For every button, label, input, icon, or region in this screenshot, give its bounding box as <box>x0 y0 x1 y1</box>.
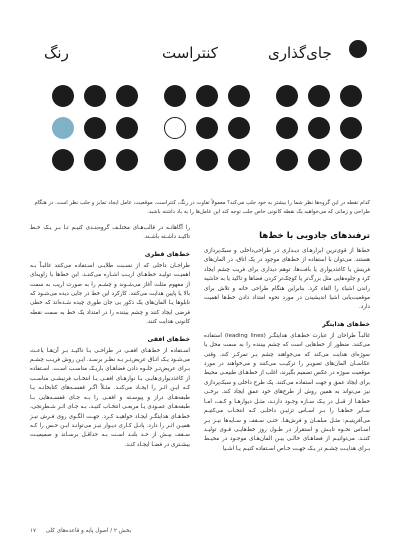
grid-dot <box>340 85 362 107</box>
figure-title-placement: جای‌گذاری <box>268 44 332 62</box>
highlighted-blue-dot <box>52 117 74 139</box>
page-number: ۱۷ <box>30 528 37 534</box>
grid-dot <box>228 85 250 107</box>
grid-dot <box>196 149 218 171</box>
continuation-paragraph: را آگاهانـه در قالب‌هـای مختلـف گروه‌بنـدی کنیـم تـا بـر یـک خـط تاکیـد داشـته باشـند. <box>30 225 190 241</box>
figure-title-color: رنگ <box>44 44 69 62</box>
grid-dot <box>84 117 106 139</box>
grid-dot <box>308 85 330 107</box>
subheading-leading-lines: خط‌های هدایتگر <box>322 320 370 328</box>
color-dot-grid <box>52 85 138 171</box>
highlighted-hollow-dot <box>164 117 186 139</box>
grid-dot <box>84 149 106 171</box>
grid-dot <box>340 117 362 139</box>
left-column <box>30 224 190 450</box>
intro-paragraph: خط‌ها از قوی‌ترین ابزارهـای دیـداری در طراحی‌داخلی و سبک‌پردازی هستند. می‌توان با استفاده از خط‌های موجود در یک اتاق، در المان‌های فرینش یا کاغذدیواری یا بافت‌ها، توهم دیداری برای فریب چشم ایجاد کرد و جلوه‌هایی مثل بزرگ‌تر یا کوچک‌تر کردن فضاها و تاکید یا به حاشیه راندن اشیاء را القاء کرد. بنابراین هنگام طراحی خانه و تلاش برای موقعیت‌یابی اشیا اندیشیدن در مورد نحوه امتداد دادن خط‌ها اهمیت دارد. <box>204 248 370 311</box>
grid-dot <box>164 85 186 107</box>
subheading-horizontal-lines: خط‌های افقی <box>147 335 190 343</box>
grid-dot <box>340 149 362 171</box>
grid-dot <box>308 149 330 171</box>
placement-dot-grid <box>276 85 362 171</box>
page-footer <box>30 528 131 534</box>
placement-outlier-dot <box>349 40 367 58</box>
right-column <box>204 230 370 454</box>
grid-dot <box>228 117 250 139</box>
grid-dot <box>52 149 74 171</box>
grid-dot <box>116 117 138 139</box>
grid-dot <box>196 85 218 107</box>
figure-title-contrast: کنتراست <box>162 44 218 62</box>
grid-dot <box>276 85 298 107</box>
subheading-diagonal-lines: خط‌های قطری <box>144 250 190 258</box>
leading-lines-paragraph: غالبـاً طراحان از عبارت خط‌هـای هدایتگـر (leading lines) استفاده می‌کنند. منظور از خط‌هایی است که چشم بیننده را به سمت محل یا سوژه‌ای هدایت می‌کند که می‌خواهند چشم بـر تمرکـز کند. وقتی عکاسـان المان‌های تصویـر را ترکیـب می‌کنند و می‌خواهند در مورد موقعیت سوژه در عکس تصمیم بگیرند، اغلب از خط‌هـای طبیعـی محیط برای ایجاد عمق و جهت استفاده می‌کنند. یک طرح داخلی و سبک‌پردازی نیز می‌تواند به همین روش از طرح‌های خود عمق ایجاد کند. برخـی خط‌هـا از قبـل در یـک سـازه وجـود دارنـد، مثـل دیوارهـا و کـف، امـا سـایر خط‌هـا را بـر اسـاس تزئیـن داخلـی کـه انتخـاب می‌کنیـم می‌آفرینیـم: مثـل مبلمـان و فرش‌هـا. حتـی سـقف و سـایه‌ها نیـز بـر اسـاس نحـوه تابـش و استقرار در طـول روز خط‌هایـی قـوی تولیـد کننـد. می‌توانیـم از فضاهـای خالـی بیـن المان‌هـای موجـود در محیـط بـرای هدایـت چشـم در یـک جهـت خـاص اسـتفاده کنیـم یـا اشـیا <box>204 332 370 452</box>
diagonal-lines-paragraph: طراحـان داخلی که از نسـبت طلایـی اسـتفاده می‌کنند غالبـاً بـه اهمیـت تولیـد خط‌هـای اریـب اشـاره می‌کننـد. این خط‌ها با زاویه‌ای از مفهوم مثلث آغاز می‌شـوند و چشـم را به صورت اریب به سمت بالا یا پایین هدایت می‌کنند. کارکرد این خط در جایی دیده می‌شـود که تابلوها یـا المان‌های یک دکور بی جان طوری چیده شـده‌اند که خطی فرضی ایجاد کنند و چشم بیننده را در امتداد یک خط به سمت نقطه کانونی هدایت کنند. <box>30 262 190 326</box>
footer-section-title: بخش ۲ / اصول پایه و قاعده‌های کلی <box>45 528 132 534</box>
grid-dot <box>52 85 74 107</box>
grid-dot <box>84 85 106 107</box>
grid-dot <box>228 149 250 171</box>
grid-dot <box>276 149 298 171</box>
horizontal-lines-paragraph: اسـتفاده از خط‌هـای افقـی در طراحـی بـا تاکیـد بـر آن‌هـا باعـث می‌شـود یـک اتـاق عریض‌تـر بـه نظـر برسـد. ایـن روش فریـب چشـم بـرای عریض‌تـر جلـوه دادن فضاهـای باریـک مناسـب اسـت. اسـتفاده از کاغذدیواری‌هایـی بـا نوارهـای افقـی یـا انتخـاب فرنیشـی مناسـب کـه ایـن اثـر را ایجـاد می‌کنـد. مثـلاً اگـر قفسـه‌های کتابخانـه یـا طبقه‌هـای دراز و پیوسـته و افقـی را بـه جـای قفسـه‌هایی بـا طبقه‌هـای عمـودی یـا مربعـی انتخـاب کنیـد، بـه جـای اثـر شـطرنجی، خط‌هـای هدایتگـر ایجـاد خواهیـد کـرد. جهـت الگـوی روی فـرش نیـز همیـن اثـر را دارد. پانـل کـاری دیـوار نیـز می‌توانـد ایـن حـس را کـه سـقف بیـش از حـد بلنـد اسـت بـه حداقـل برسـاند و صمیمیـت بیشـتری در فضـا ایجـاد کنـد. <box>30 347 190 448</box>
figure-caption: کدام نقطه در این گروه‌ها نظر شما را بیشتر به خود جلب می‌کند؟ معمولاً تفاوت در رنگ، کنتراست، موقعیت، عامل ایجاد تمایز و جلب نظر است. در هنگام طراحی و زمانی که می‌خواهید یک نقطه کانونی خاص جلب توجه کند این عامل‌ها را به یاد داشته باشید. <box>34 200 370 215</box>
section-heading: ترفندهای جادویی با خط‌ها <box>259 231 370 241</box>
grid-dot <box>196 117 218 139</box>
contrast-dot-grid <box>164 85 250 171</box>
grid-dot <box>276 117 298 139</box>
grid-dot <box>308 117 330 139</box>
grid-dot <box>116 85 138 107</box>
grid-dot <box>116 149 138 171</box>
grid-dot <box>164 149 186 171</box>
